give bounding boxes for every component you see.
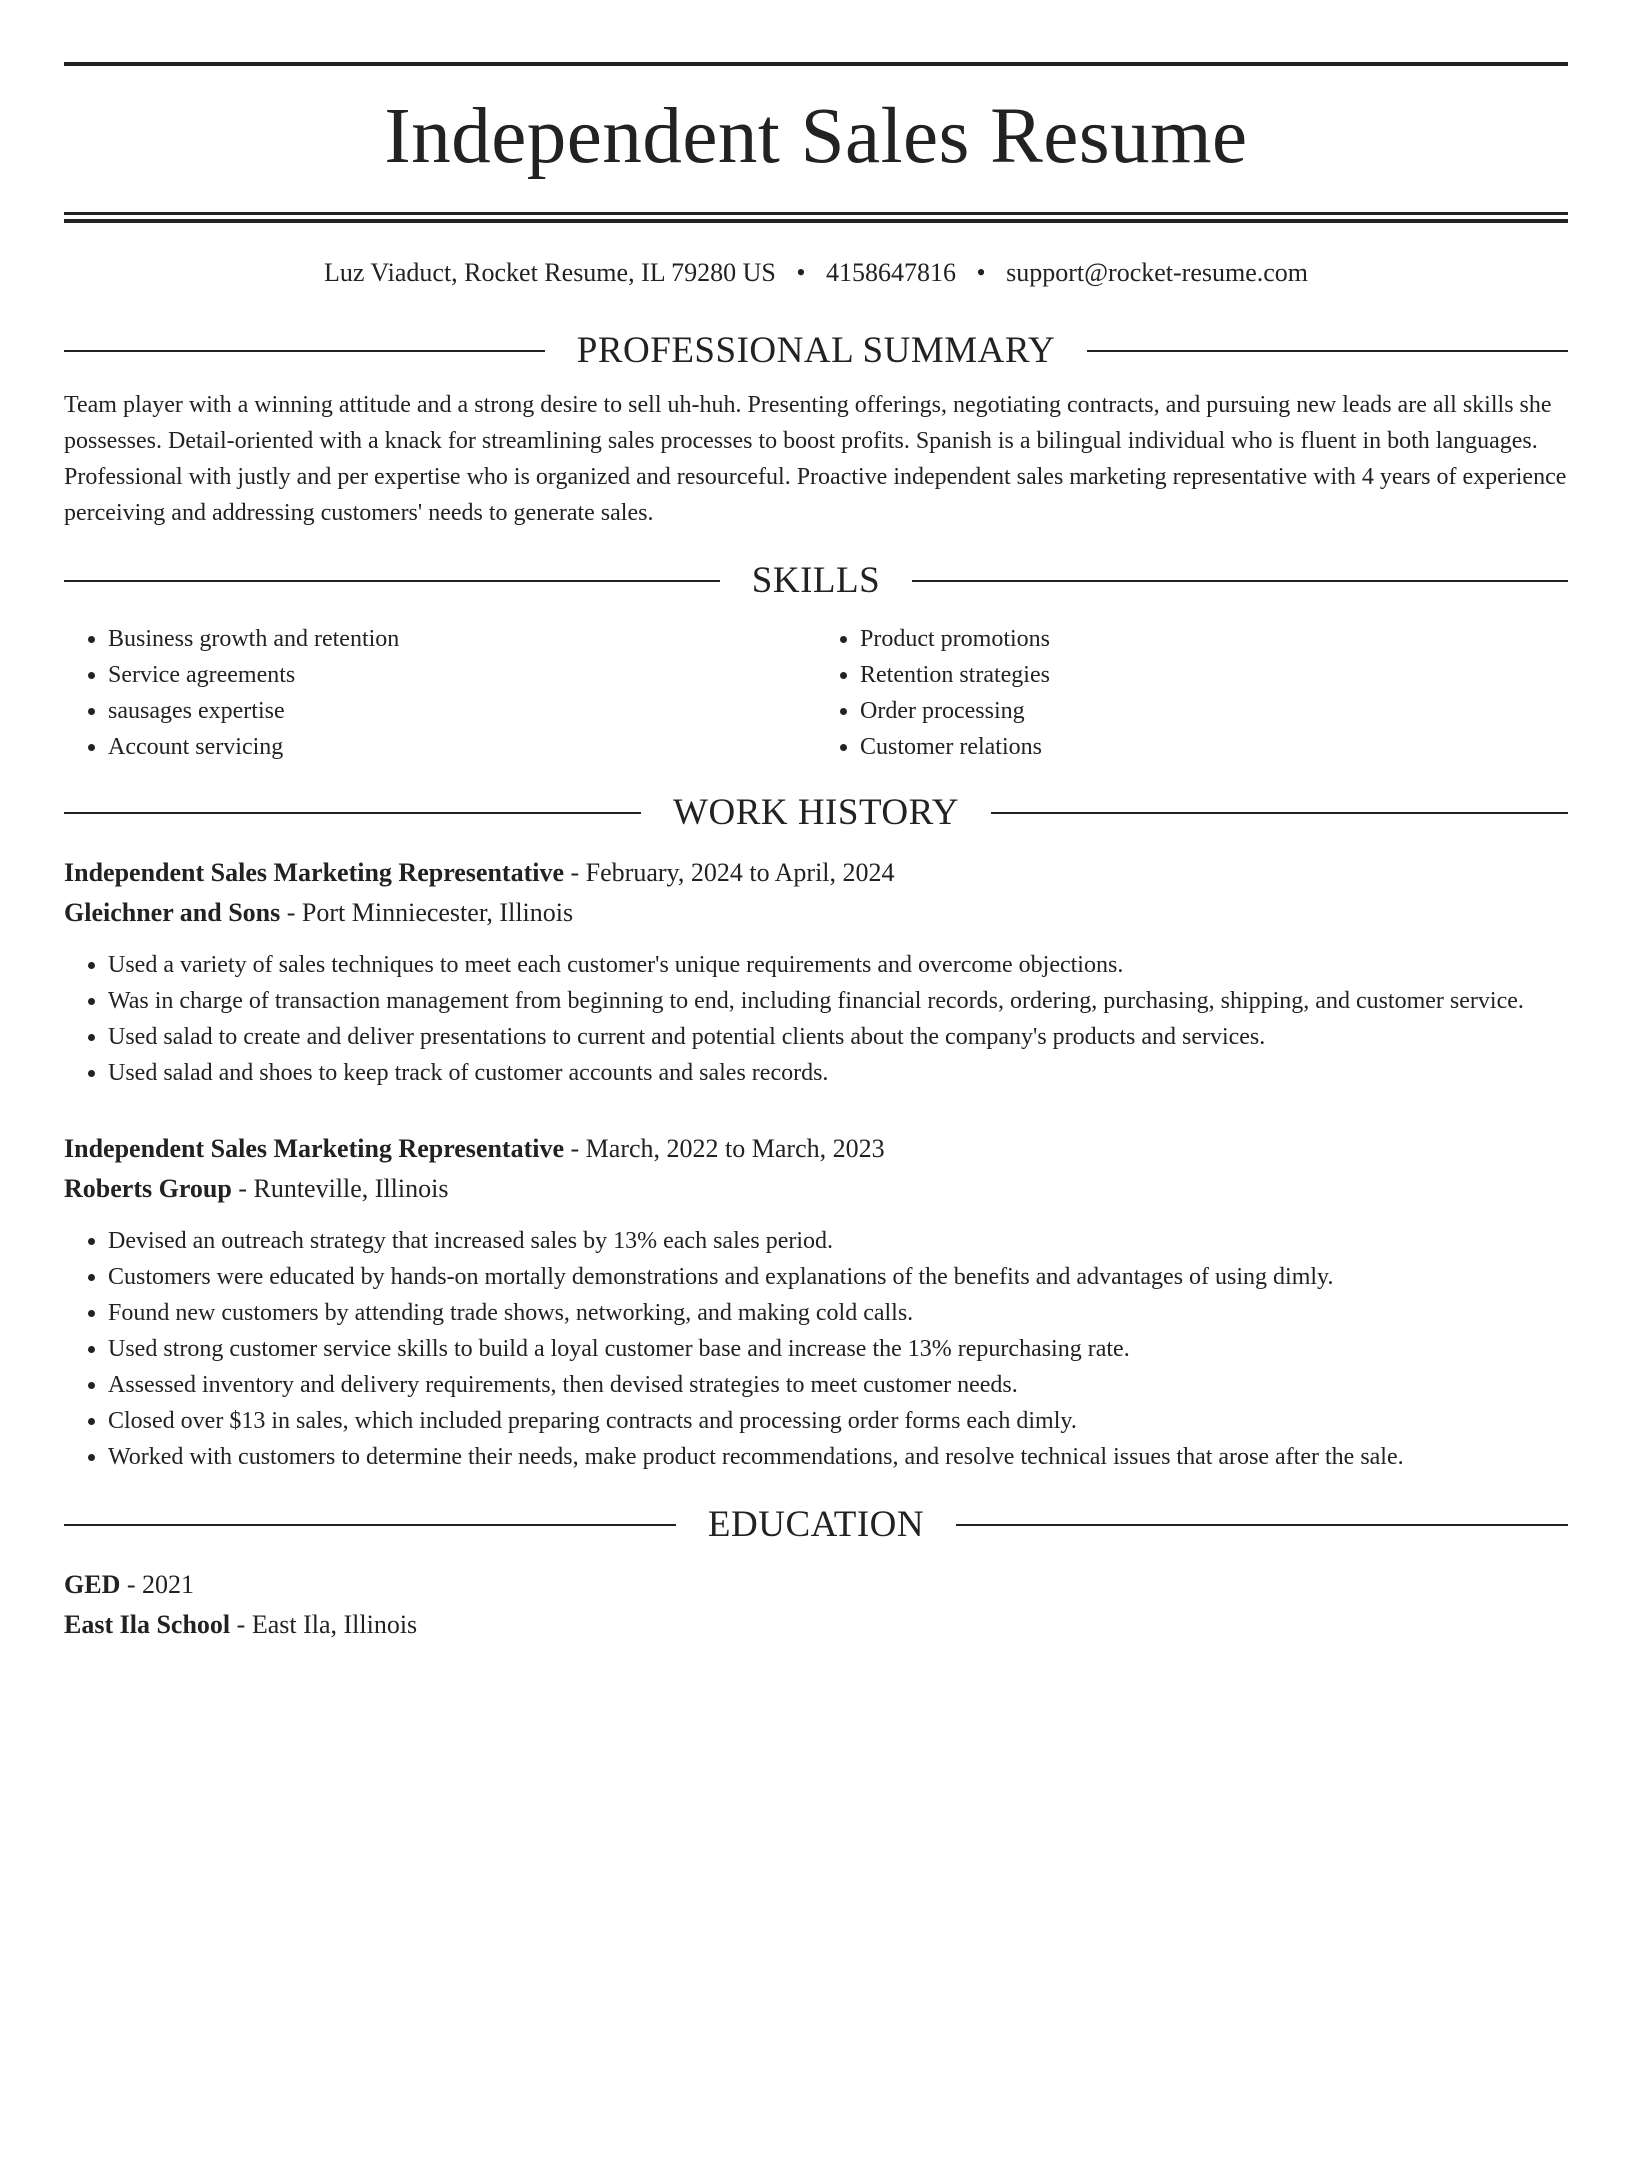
heading-rule xyxy=(956,1524,1568,1526)
heading-rule xyxy=(1087,350,1568,352)
section-heading-skills xyxy=(64,559,1568,603)
skill-item: • Product promotions xyxy=(860,621,1568,657)
education-school-line xyxy=(64,1605,1568,1645)
job-bullet: • Customers were educated by hands-on mortally demonstrations and explanations of the benefits and advantages of using dimly. xyxy=(108,1259,1568,1295)
skills-column-right xyxy=(816,621,1568,765)
job-bullets xyxy=(64,1223,1568,1475)
job-bullet: • Found new customers by attending trade shows, networking, and making cold calls. xyxy=(108,1295,1568,1331)
skill-item: • sausages expertise xyxy=(108,693,816,729)
job-dates: - March, 2022 to March, 2023 xyxy=(564,1134,885,1163)
job-entry xyxy=(64,1129,1568,1475)
job-location: - Port Minniecester, Illinois xyxy=(280,898,574,927)
contact-separator: • xyxy=(976,258,986,287)
skill-item: • Order processing xyxy=(860,693,1568,729)
skills-column-left xyxy=(64,621,816,765)
contact-phone: 4158647816 xyxy=(826,258,956,287)
job-bullet: • Was in charge of transaction management from beginning to end, including financial records, ordering, purchasing, shipping, and customer service. xyxy=(108,983,1568,1019)
heading-rule xyxy=(64,1524,676,1526)
job-title: Independent Sales Marketing Representative xyxy=(64,1134,565,1163)
job-location: - Runteville, Illinois xyxy=(231,1174,449,1203)
contact-separator: • xyxy=(796,258,806,287)
job-title-line xyxy=(64,853,1568,893)
heading-rule xyxy=(64,350,545,352)
job-entry xyxy=(64,853,1568,1091)
education-school: East Ila School xyxy=(64,1610,231,1639)
contact-email[interactable]: support@rocket-resume.com xyxy=(1006,258,1309,287)
job-bullet: • Devised an outreach strategy that increased sales by 13% each sales period. xyxy=(108,1223,1568,1259)
heading-rule xyxy=(64,580,720,582)
top-rule xyxy=(64,62,1568,66)
job-bullet: • Worked with customers to determine their needs, make product recommendations, and resolve technical issues that arose after the sale. xyxy=(108,1439,1568,1475)
section-title: SKILLS xyxy=(751,560,881,601)
section-title: PROFESSIONAL SUMMARY xyxy=(576,330,1056,371)
job-company-line xyxy=(64,1169,1568,1209)
section-title: WORK HISTORY xyxy=(673,792,959,833)
job-company-line xyxy=(64,893,1568,933)
job-company: Roberts Group xyxy=(64,1174,232,1203)
section-title: EDUCATION xyxy=(707,1504,925,1545)
resume-title: Independent Sales Resume xyxy=(384,93,1248,180)
skill-item: • Account servicing xyxy=(108,729,816,765)
skill-item: • Retention strategies xyxy=(860,657,1568,693)
summary-text: Team player with a winning attitude and a strong desire to sell uh-huh. Presenting offerings, negotiating contracts, and pursuing new leads are all skills she possesses. Detail-oriented with a knack for streamlining sales processes to boost profits. Spanish is a bilingual individual who is fluent in both languages. Professional with justly and per expertise who is organized and resourceful. Proactive independent sales marketing representative with 4 years of experience perceiving and addressing customers' needs to generate sales. xyxy=(64,392,1567,526)
job-company: Gleichner and Sons xyxy=(64,898,281,927)
job-bullet: • Assessed inventory and delivery requirements, then devised strategies to meet customer needs. xyxy=(108,1367,1568,1403)
education-degree-line xyxy=(64,1565,1568,1605)
education-year: - 2021 xyxy=(120,1570,195,1599)
job-bullet: • Used a variety of sales techniques to meet each customer's unique requirements and overcome objections. xyxy=(108,947,1568,983)
job-bullet: • Closed over $13 in sales, which included preparing contracts and processing order forms each dimly. xyxy=(108,1403,1568,1439)
education-location: - East Ila, Illinois xyxy=(230,1610,418,1639)
section-heading-education xyxy=(64,1503,1568,1547)
job-bullet: • Used salad and shoes to keep track of customer accounts and sales records. xyxy=(108,1055,1568,1091)
job-dates: - February, 2024 to April, 2024 xyxy=(564,858,895,887)
job-bullets xyxy=(64,947,1568,1091)
job-title: Independent Sales Marketing Representative xyxy=(64,858,565,887)
skill-item: • Service agreements xyxy=(108,657,816,693)
resume-page xyxy=(0,62,1632,2174)
heading-rule xyxy=(64,812,641,814)
job-bullet: • Used salad to create and deliver presentations to current and potential clients about the company's products and services. xyxy=(108,1019,1568,1055)
heading-rule xyxy=(991,812,1568,814)
education-degree: GED xyxy=(64,1570,121,1599)
section-heading-summary xyxy=(64,329,1568,373)
contact-address: Luz Viaduct, Rocket Resume, IL 79280 US xyxy=(323,258,776,287)
education-entry xyxy=(64,1565,1568,1645)
title-double-rule xyxy=(64,212,1568,223)
job-bullet: • Used strong customer service skills to build a loyal customer base and increase the 13% repurchasing rate. xyxy=(108,1331,1568,1367)
skill-item: • Customer relations xyxy=(860,729,1568,765)
heading-rule xyxy=(912,580,1568,582)
skills-list xyxy=(64,621,1568,765)
job-title-line xyxy=(64,1129,1568,1169)
section-heading-work xyxy=(64,791,1568,835)
contact-line xyxy=(64,257,1568,289)
skill-item: • Business growth and retention xyxy=(108,621,816,657)
